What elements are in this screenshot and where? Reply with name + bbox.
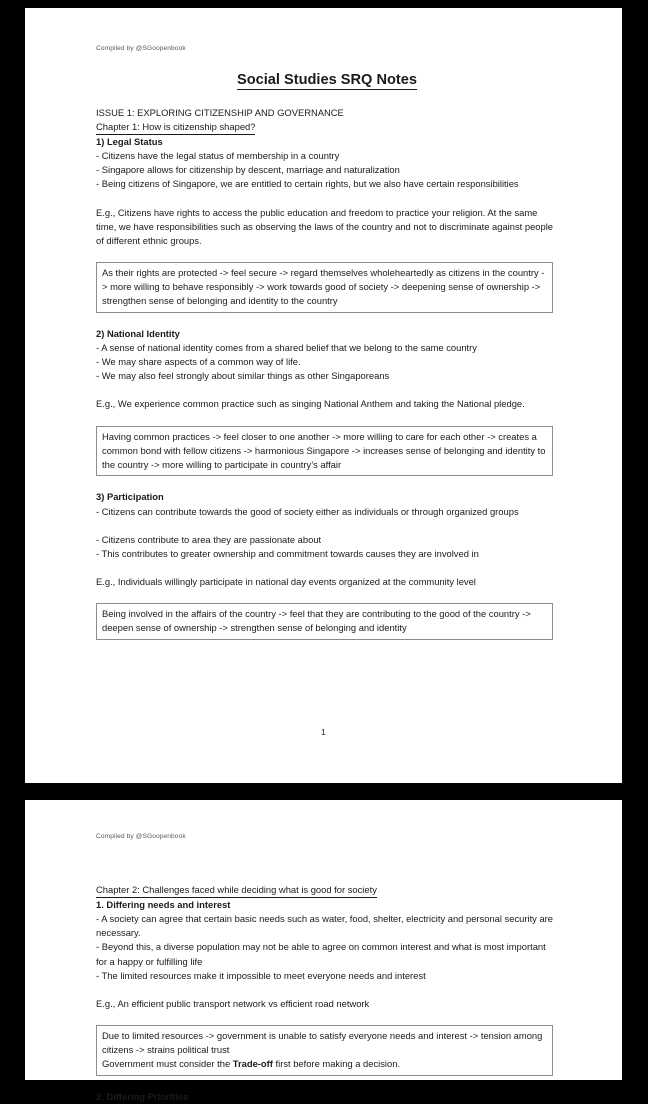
section-heading-differing-needs: 1. Differing needs and interest — [96, 899, 231, 911]
section-heading-legal-status: 1) Legal Status — [96, 136, 163, 148]
bullet-item: - Citizens can contribute towards the good of society either as individuals or through organized groups — [96, 505, 519, 517]
spacer — [96, 1076, 558, 1090]
bullet-item: - Being citizens of Singapore, we are entitled to certain rights, but we also have certain responsibilities — [96, 178, 519, 190]
spacer — [96, 313, 558, 327]
bullet-item: - We may share aspects of a common way of life. — [96, 356, 301, 368]
callout-text: Being involved in the affairs of the country -> feel that they are contributing to the good of the country -> deepen sense of ownership -> strengthen sense of belonging and identity — [102, 608, 531, 634]
section-heading-national-identity: 2) National Identity — [96, 327, 180, 339]
bullet-item: - A sense of national identity comes from a shared belief that we belong to the same country — [96, 342, 477, 353]
callout-text: As their rights are protected -> feel secure -> regard themselves wholeheartedly as citizens in the country -> more willing to behave responsibly -> work towards good of society -> deepening sense of ownership -> strengthen sense of belonging and identity to the country — [102, 267, 545, 307]
section-heading-differing-priorities: 2. Differing Priorities — [96, 1090, 189, 1102]
page-title — [96, 70, 558, 90]
callout-box — [96, 262, 553, 313]
spacer — [96, 248, 558, 262]
callout-text-tradeoff — [102, 1057, 547, 1071]
callout-box — [96, 1025, 553, 1076]
example-paragraph: E.g., Citizens have rights to access the public education and freedom to practice your religion. At the same time, we have responsibilities such as observing the laws of the country and not to discriminate against people of different ethnic groups. — [96, 206, 556, 246]
spacer — [96, 1011, 558, 1025]
spacer — [96, 383, 558, 397]
chapter-1-heading: Chapter 1: How is citizenship shaped? — [96, 120, 255, 135]
callout-tradeoff-pre: Government must consider the — [102, 1058, 233, 1070]
example-paragraph: E.g., An efficient public transport network vs efficient road network — [96, 997, 370, 1009]
spacer — [96, 876, 558, 883]
spacer — [96, 476, 558, 490]
spacer — [96, 519, 558, 533]
spacer — [96, 983, 558, 997]
example-paragraph: E.g., We experience common practice such as singing National Anthem and taking the National pledge. — [96, 398, 525, 410]
section-heading-participation: 3) Participation — [96, 491, 164, 503]
example-paragraph: E.g., Individuals willingly participate in national day events organized at the community level — [96, 576, 476, 587]
callout-tradeoff-post: first before making a decision. — [272, 1058, 401, 1070]
issue-heading: ISSUE 1: EXPLORING CITIZENSHIP AND GOVERNANCE — [96, 107, 344, 118]
bullet-item: - A society can agree that certain basic needs such as water, food, shelter, electricity and personal security are necessary. — [96, 913, 556, 939]
bullet-item: - Singapore allows for citizenship by descent, marriage and naturalization — [96, 164, 400, 176]
bullet-item: - Beyond this, a diverse population may not be able to agree on common interest and what is most important for a happy or fulfilling life — [96, 941, 549, 967]
page-number: 1 — [321, 727, 326, 737]
page-header-attribution: Compiled by @SGoopenbook — [96, 833, 186, 840]
spacer — [96, 192, 558, 206]
document-page-1 — [25, 8, 622, 783]
document-page-2 — [25, 800, 622, 1102]
callout-box — [96, 426, 553, 477]
chapter-1-heading-wrap — [96, 120, 558, 135]
chapter-2-heading: Chapter 2: Challenges faced while deciding what is good for society — [96, 883, 377, 898]
page-1-body — [96, 70, 558, 640]
callout-tradeoff-term: Trade-off — [232, 1058, 273, 1070]
bullet-item: - Citizens contribute to area they are passionate about — [96, 533, 322, 545]
spacer — [96, 561, 558, 575]
callout-text: Having common practices -> feel closer to one another -> more willing to care for each other -> creates a common bond with fellow citizens -> harmonious Singapore -> increases sense of belonging and identity to the country -> more willing to participate in country’s affair — [102, 430, 546, 470]
page-header-attribution: Compiled by @SGoopenbook — [96, 45, 186, 52]
spacer — [96, 411, 558, 425]
callout-box — [96, 603, 553, 640]
bullet-item: - Citizens have the legal status of membership in a country — [96, 150, 340, 162]
page-2-body — [96, 862, 558, 1104]
callout-text: Due to limited resources -> government is unable to satisfy everyone needs and interest -> tension among citizens -> strains political trust — [102, 1030, 543, 1056]
chapter-2-heading-wrap — [96, 883, 558, 898]
page-title-text: Social Studies SRQ Notes — [236, 72, 418, 88]
spacer — [96, 589, 558, 603]
bullet-item: - This contributes to greater ownership and commitment towards causes they are involved in — [96, 547, 479, 559]
bullet-item: - The limited resources make it impossible to meet everyone needs and interest — [96, 969, 426, 981]
bullet-item: - We may also feel strongly about similar things as other Singaporeans — [96, 370, 390, 382]
spacer — [96, 862, 558, 876]
